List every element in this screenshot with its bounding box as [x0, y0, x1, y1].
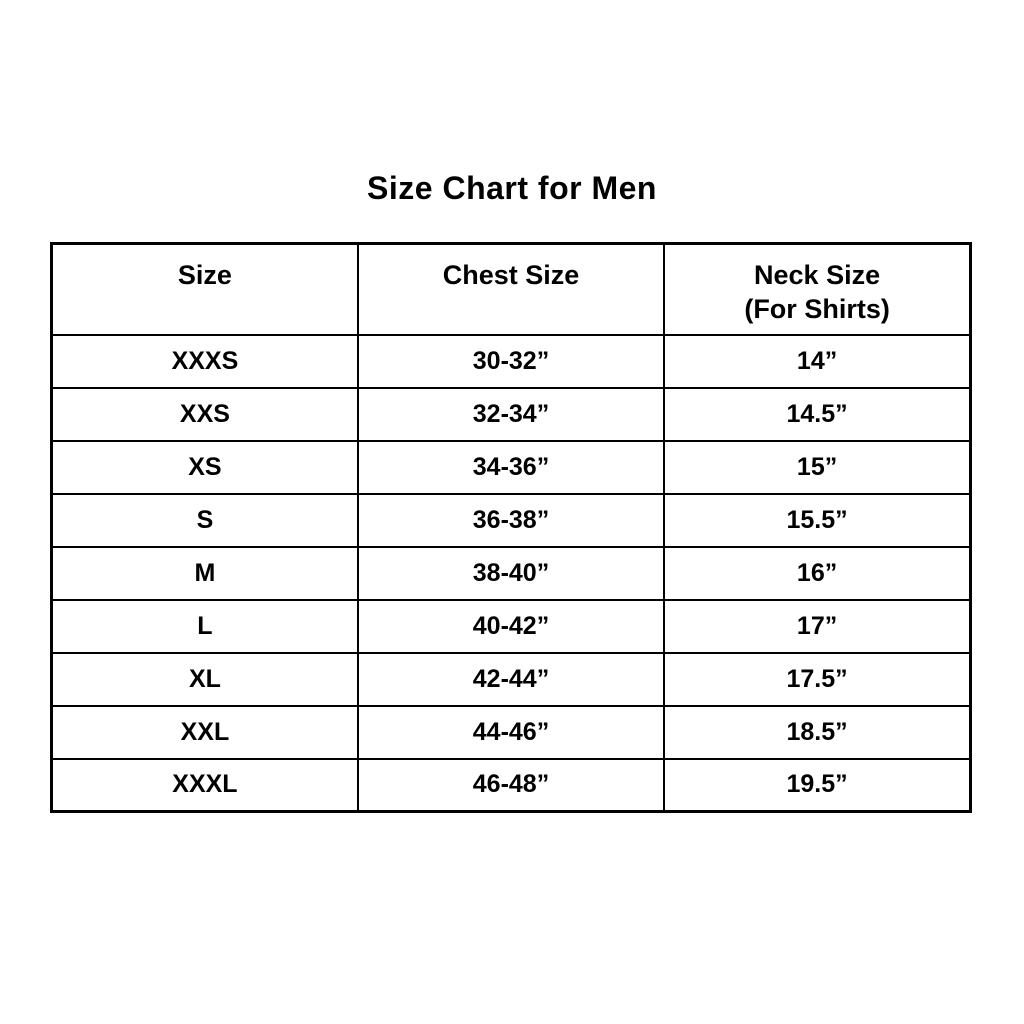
table-row [52, 388, 971, 441]
cell-chest: 40-42” [358, 600, 664, 653]
header-cell-size [52, 244, 358, 335]
cell-chest: 36-38” [358, 494, 664, 547]
cell-neck: 16” [664, 547, 970, 600]
table-row [52, 600, 971, 653]
cell-neck: 18.5” [664, 706, 970, 759]
cell-size: XL [52, 653, 358, 706]
cell-chest: 42-44” [358, 653, 664, 706]
cell-chest: 46-48” [358, 759, 664, 812]
page-title: Size Chart for Men [367, 170, 657, 206]
table-header-row [52, 244, 971, 335]
table-row [52, 494, 971, 547]
header-neck-label-line1: Neck Size [754, 260, 881, 290]
table-row [52, 547, 971, 600]
table-body [52, 335, 971, 812]
cell-size: XS [52, 441, 358, 494]
cell-size: L [52, 600, 358, 653]
header-neck-label-line2: (For Shirts) [744, 293, 890, 324]
cell-chest: 44-46” [358, 706, 664, 759]
cell-size: M [52, 547, 358, 600]
table-header [52, 244, 971, 335]
header-chest-label: Chest Size [442, 260, 580, 290]
size-chart-table [50, 242, 972, 813]
header-size-label: Size [177, 260, 232, 290]
cell-chest: 38-40” [358, 547, 664, 600]
cell-size: XXL [52, 706, 358, 759]
cell-neck: 14.5” [664, 388, 970, 441]
cell-neck: 17.5” [664, 653, 970, 706]
cell-size: XXS [52, 388, 358, 441]
table-row [52, 441, 971, 494]
cell-neck: 14” [664, 335, 970, 388]
header-cell-neck [664, 244, 970, 335]
cell-chest: 34-36” [358, 441, 664, 494]
cell-chest: 30-32” [358, 335, 664, 388]
table-row [52, 653, 971, 706]
cell-neck: 15” [664, 441, 970, 494]
header-cell-chest [358, 244, 664, 335]
cell-neck: 17” [664, 600, 970, 653]
cell-chest: 32-34” [358, 388, 664, 441]
cell-neck: 19.5” [664, 759, 970, 812]
table-row [52, 335, 971, 388]
table-row [52, 759, 971, 812]
cell-size: S [52, 494, 358, 547]
table-row [52, 706, 971, 759]
cell-neck: 15.5” [664, 494, 970, 547]
cell-size: XXXS [52, 335, 358, 388]
cell-size: XXXL [52, 759, 358, 812]
